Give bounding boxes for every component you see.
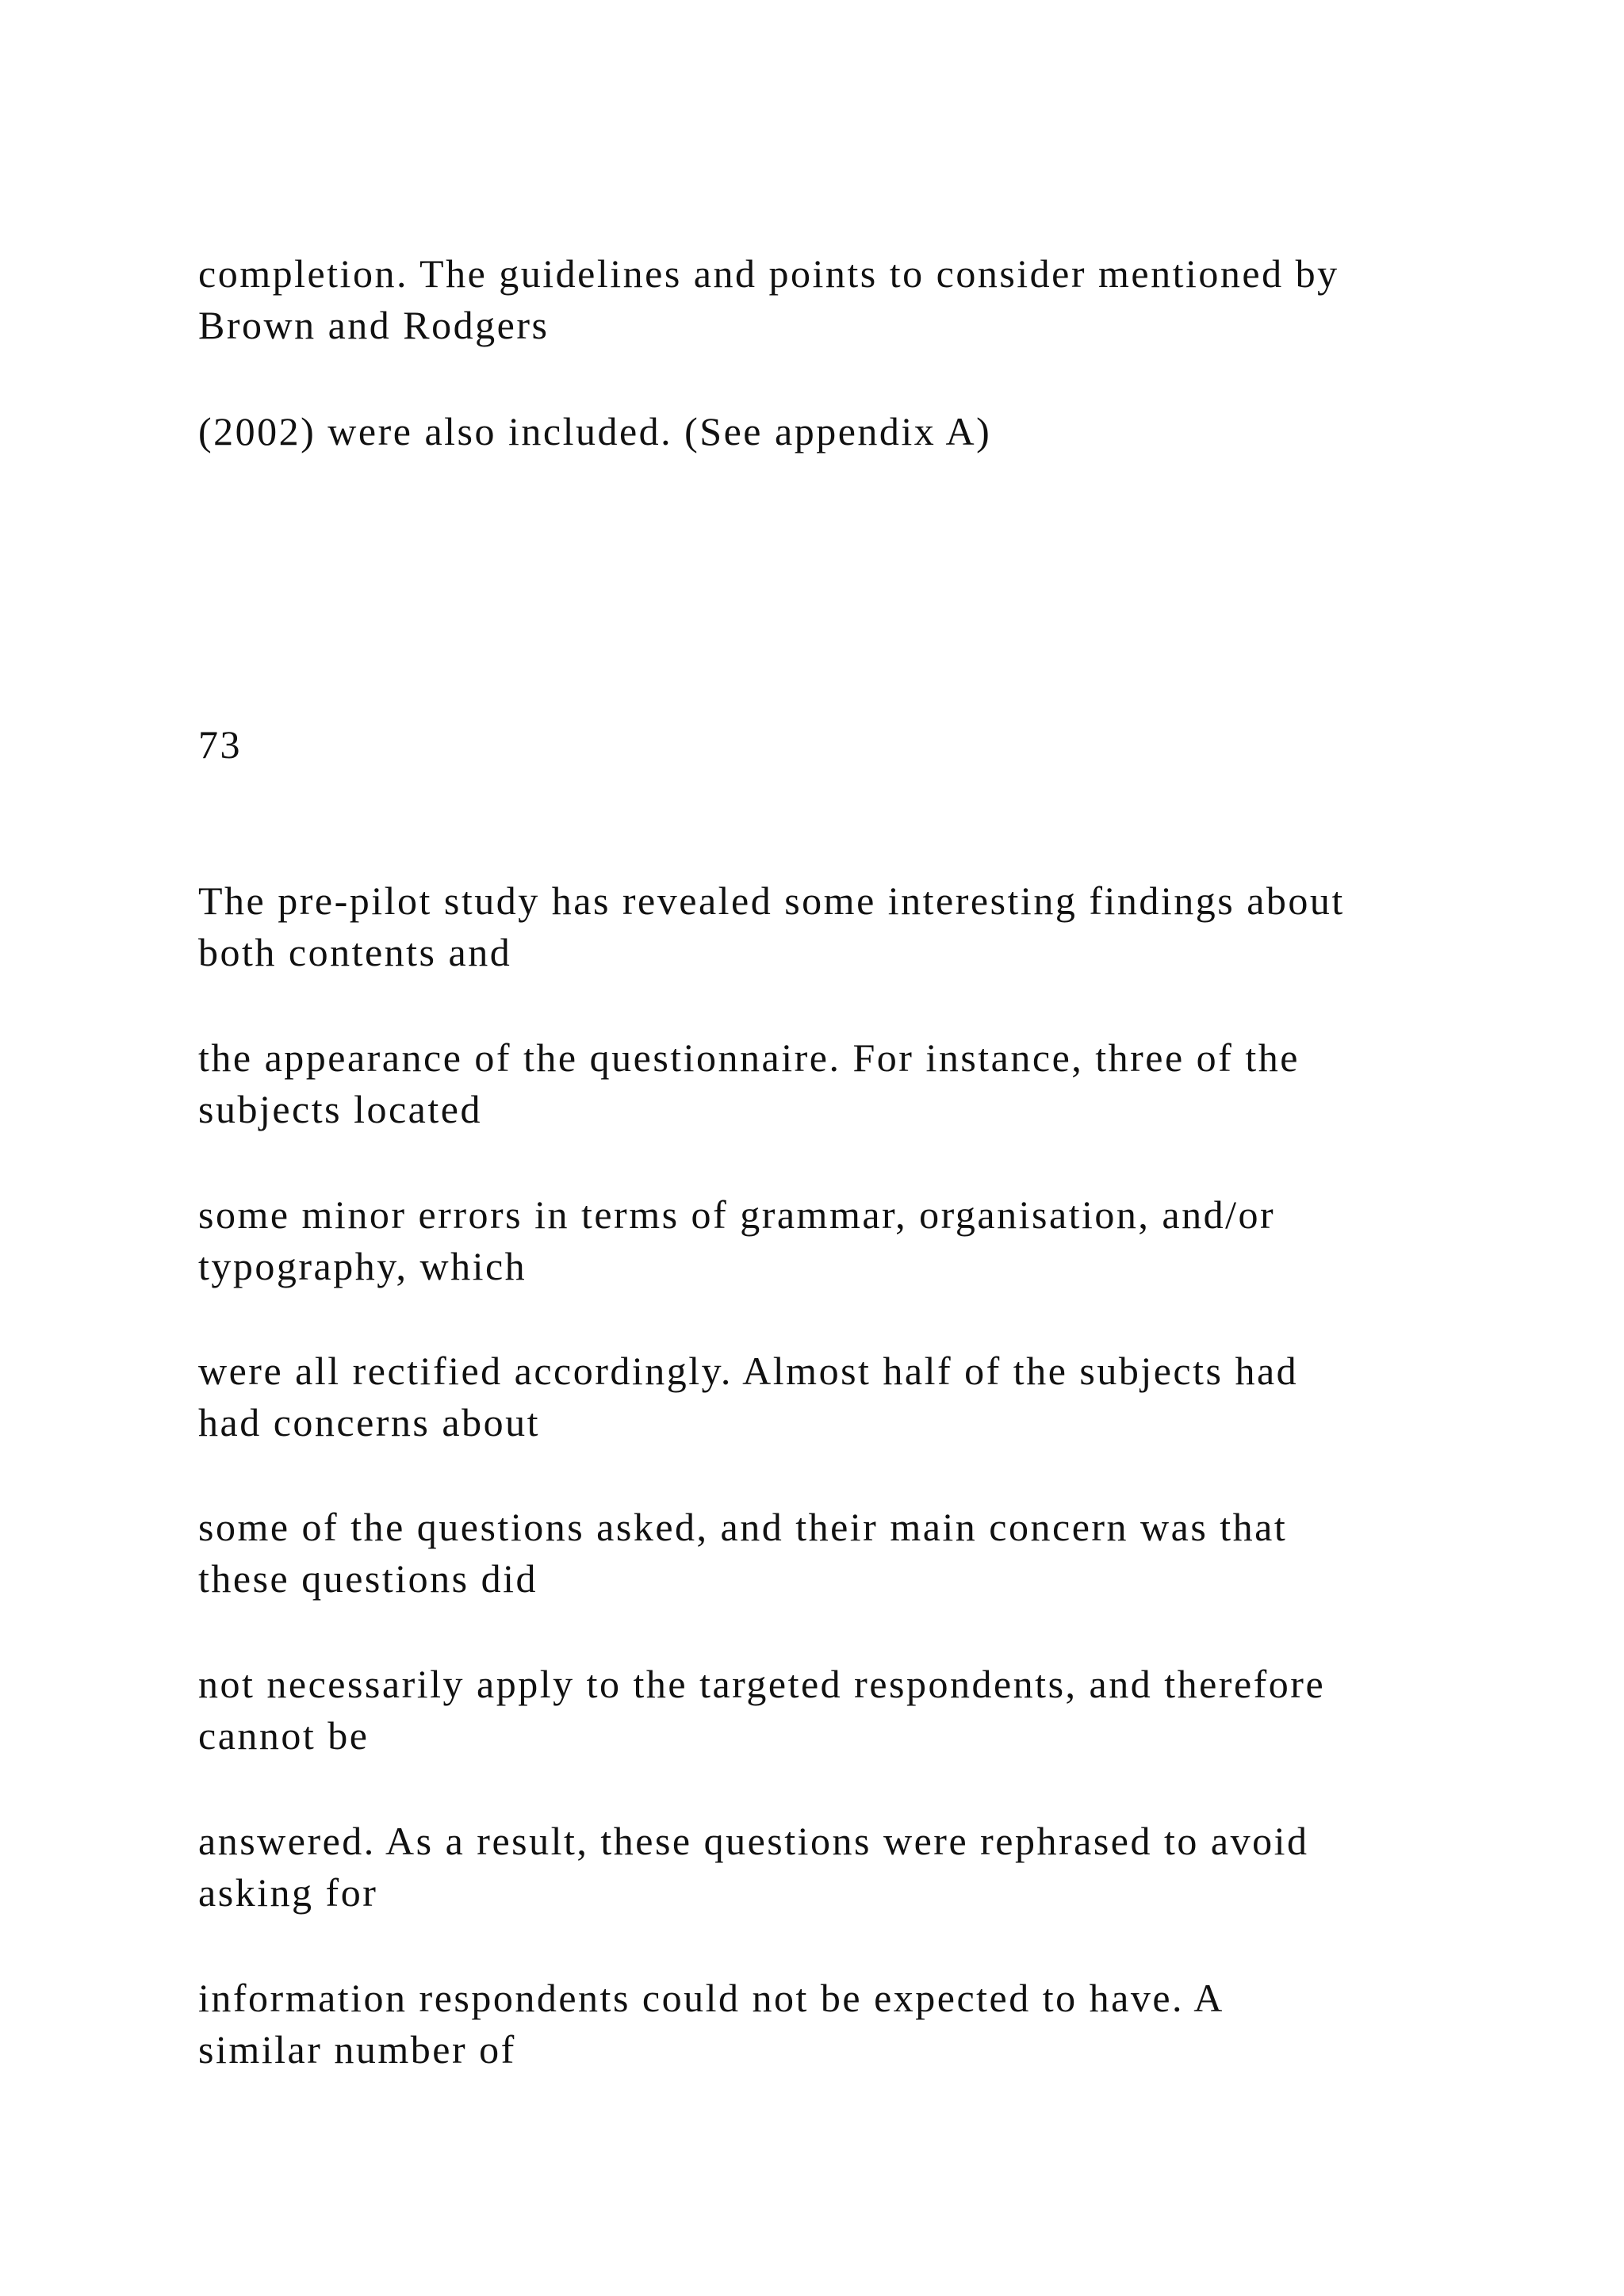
text-line: asking for [198, 1870, 378, 1915]
text-line: typography, which [198, 1244, 527, 1288]
text-line: had concerns about [198, 1400, 540, 1445]
text-line: answered. As a result, these questions were rephrased to avoid [198, 1819, 1309, 1863]
text-line: some of the questions asked, and their main concern was that [198, 1505, 1288, 1549]
text-line: (2002) were also included. (See appendix A) [198, 409, 992, 453]
paragraph-minor-errors [198, 1189, 1467, 1292]
paragraph-targeted-respondents [198, 1659, 1467, 1762]
paragraph-completion [198, 248, 1467, 351]
paragraph-questionnaire-appearance [198, 1032, 1467, 1135]
paragraph-rephrased [198, 1816, 1467, 1919]
paragraph-appendix-reference [198, 406, 1467, 457]
text-line: similar number of [198, 2027, 516, 2072]
page-number-text: 73 [198, 722, 242, 767]
text-line: completion. The guidelines and points to consider mentioned by [198, 251, 1339, 296]
paragraph-rectified [198, 1345, 1467, 1448]
text-line: not necessarily apply to the targeted respondents, and therefore [198, 1662, 1326, 1706]
paragraph-pre-pilot-findings [198, 875, 1467, 978]
text-line: cannot be [198, 1713, 370, 1758]
text-line: these questions did [198, 1556, 538, 1601]
text-line: the appearance of the questionnaire. For instance, three of the [198, 1035, 1300, 1080]
text-line: subjects located [198, 1087, 482, 1131]
text-line: The pre-pilot study has revealed some interesting findings about [198, 878, 1345, 923]
text-line: Brown and Rodgers [198, 303, 550, 347]
page-number [198, 719, 1467, 771]
text-line: some minor errors in terms of grammar, organisation, and/or [198, 1192, 1276, 1237]
text-line: were all rectified accordingly. Almost half of the subjects had [198, 1349, 1299, 1393]
text-line: information respondents could not be expected to have. A [198, 1976, 1224, 2020]
text-line: both contents and [198, 930, 512, 974]
paragraph-questions-asked [198, 1502, 1467, 1605]
paragraph-information-respondents [198, 1973, 1467, 2076]
